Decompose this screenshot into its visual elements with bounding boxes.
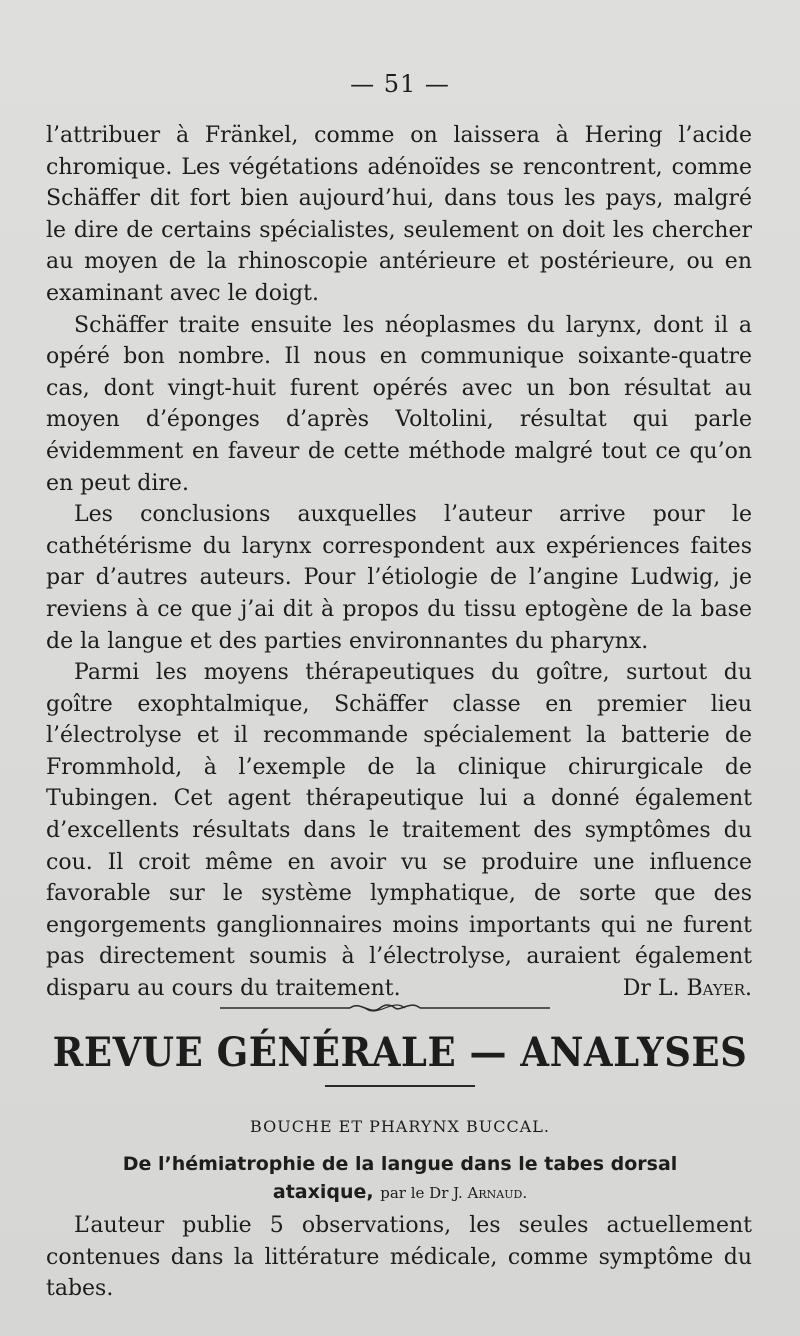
- signature-name: L. Bayer.: [657, 976, 752, 1002]
- article-summary-paragraph: L’auteur publie 5 observations, les seules actuellement contenues dans la littérature médicale, comme symptôme du tabes.: [46, 1213, 752, 1302]
- section-title: REVUE GÉNÉRALE — ANALYSES: [52, 1028, 748, 1076]
- byline-prefix: par le Dr J.: [380, 1184, 463, 1202]
- article-summary: [46, 1210, 752, 1305]
- byline-author: Arnaud.: [467, 1184, 528, 1202]
- article-byline: [380, 1184, 527, 1202]
- paragraph-1: l’attribuer à Fränkel, comme on laissera à Hering l’acide chromique. Les végétations adénoïdes se rencontrent, comme Schäffer dit fort bien aujourd’hui, dans tous les pays, malgré le dire de certains spécialistes, seulement on doit les chercher au moyen de la rhinoscopie antérieure et postérieure, ou en examinant avec le doigt.: [46, 123, 752, 306]
- article-body-continued: [46, 120, 752, 1005]
- subsection-heading: BOUCHE ET PHARYNX BUCCAL.: [250, 1117, 550, 1136]
- article-title: [60, 1150, 740, 1207]
- paragraph-4: Parmi les moyens thérapeutiques du goître, surtout du goître exophtalmique, Schäffer classe en premier lieu l’électrolyse et il recommande spécialement la batterie de Frommhold, à l’exemple de la clinique chirurgicale de Tubingen. Cet agent thérapeutique lui a donné également d’excellents résultats dans le traitement des symptômes du cou. Il croit même en avoir vu se produire une influence favorable sur le système lymphatique, de sorte que des engorgements ganglionnaires moins importants qui ne furent pas directement soumis à l’électrolyse, auraient également disparu au cours du traitement.: [46, 660, 752, 1002]
- paragraph-2: Schäffer traite ensuite les néoplasmes du larynx, dont il a opéré bon nombre. Il nous en communique soixante-quatre cas, dont vingt-huit furent opérés avec un bon résultat au moyen d’éponges d’après Voltolini, résultat qui parle évidemment en faveur de cette méthode malgré tout ce qu’on en peut dire.: [46, 312, 752, 496]
- ornament-divider-icon: [220, 1000, 550, 1016]
- article-title-line-1: De l’hémiatrophie de la langue dans le tabes dorsal: [122, 1153, 678, 1175]
- paragraph-3: Les conclusions auxquelles l’auteur arrive pour le cathétérisme du larynx correspondent aux expériences faites par d’autres auteurs. Pour l’étiologie de l’angine Ludwig, je reviens à ce que j’ai dit à propos du tissu eptogène de la base de la langue et des parties environnantes du pharynx.: [46, 502, 752, 654]
- signature-prefix: Dr: [622, 976, 651, 1002]
- article-title-line-2: [60, 1178, 740, 1207]
- page-number: — 51 —: [350, 70, 450, 98]
- title-underline: [325, 1085, 475, 1087]
- article-title-end: ataxique,: [272, 1181, 374, 1203]
